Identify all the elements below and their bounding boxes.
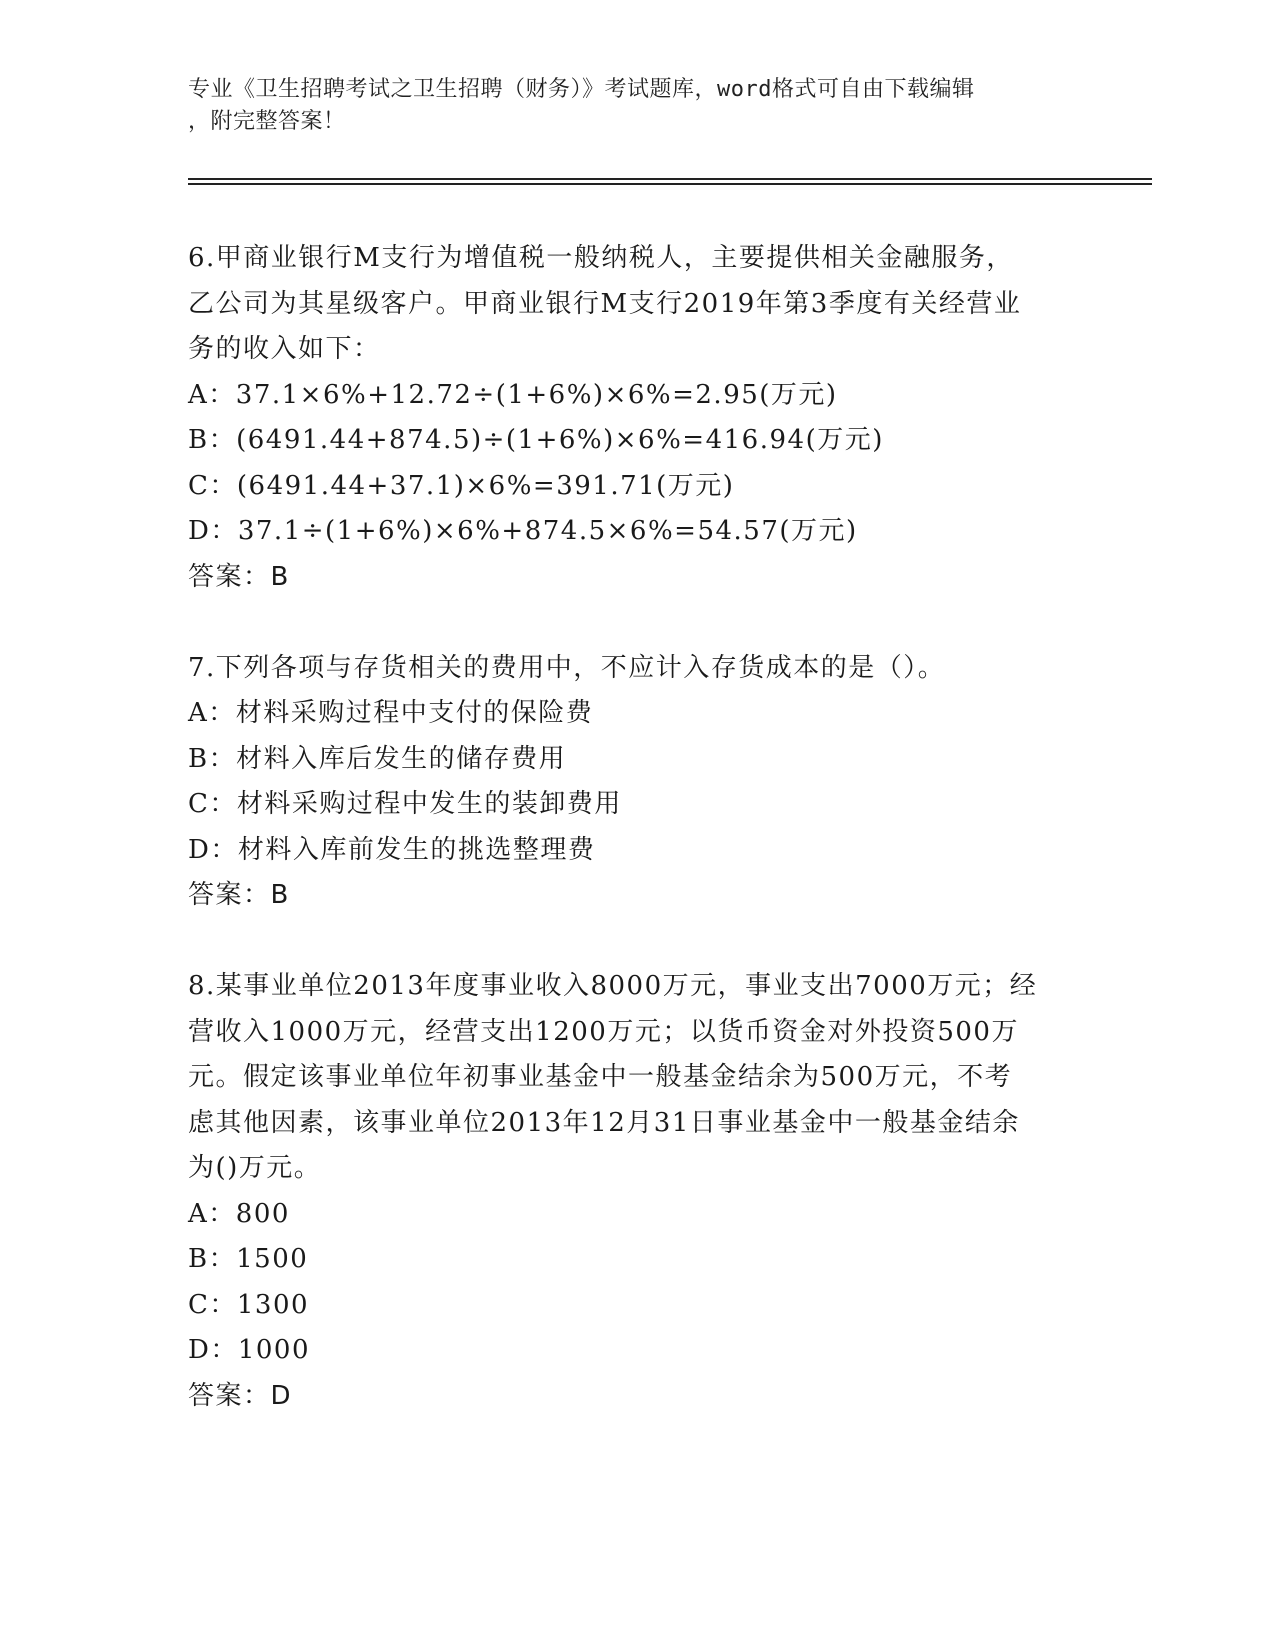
question-stem-line: 元。假定该事业单位年初事业基金中一般基金结余为500万元，不考 — [188, 1062, 1013, 1092]
header-divider-top — [188, 178, 1152, 180]
header-line-2: ，附完整答案！ — [188, 109, 346, 134]
option-d: D：材料入库前发生的挑选整理费 — [188, 834, 596, 865]
question-6 — [188, 236, 1088, 600]
question-spacer — [188, 919, 1088, 965]
option-b: B：1500 — [188, 1244, 309, 1274]
question-8 — [188, 964, 1088, 1419]
option-a: A：37.1×6%+12.72÷(1+6%)×6%=2.95(万元) — [188, 379, 838, 410]
question-stem-line: 务的收入如下： — [188, 334, 381, 364]
option-b: B：材料入库后发生的储存费用 — [188, 743, 567, 774]
option-b: B：(6491.44+874.5)÷(1+6%)×6%=416.94(万元) — [188, 425, 884, 455]
answer-label: 答案：B — [188, 880, 290, 910]
option-a: A：800 — [188, 1198, 290, 1229]
question-spacer — [188, 600, 1088, 646]
option-c: C：1300 — [188, 1289, 310, 1320]
question-stem-line: 乙公司为其星级客户。甲商业银行M支行2019年第3季度有关经营业 — [188, 288, 1022, 319]
option-d: D：37.1÷(1+6%)×6%+874.5×6%=54.57(万元) — [188, 516, 858, 546]
question-stem-line: 6.甲商业银行M支行为增值税一般纳税人，主要提供相关金融服务， — [188, 243, 1014, 273]
document-header — [188, 74, 1088, 138]
option-d: D：1000 — [188, 1335, 311, 1365]
question-list — [188, 236, 1088, 1419]
option-c: C：材料采购过程中发生的装卸费用 — [188, 789, 622, 819]
question-7 — [188, 646, 1088, 919]
answer-label: 答案：D — [188, 1380, 293, 1411]
question-stem-line: 7.下列各项与存货相关的费用中，不应计入存货成本的是（）。 — [188, 652, 946, 683]
question-stem-line: 营收入1000万元，经营支出1200万元；以货币资金对外投资500万 — [188, 1016, 1019, 1047]
answer-label: 答案：B — [188, 561, 290, 592]
question-stem-line: 8.某事业单位2013年度事业收入8000万元，事业支出7000万元；经 — [188, 971, 1038, 1001]
question-stem-line: 为()万元。 — [188, 1153, 322, 1183]
question-stem-line: 虑其他因素，该事业单位2013年12月31日事业基金中一般基金结余 — [188, 1107, 1020, 1138]
option-a: A：材料采购过程中支付的保险费 — [188, 698, 594, 728]
header-divider-bottom — [188, 183, 1152, 185]
option-c: C：(6491.44+37.1)×6%=391.71(万元) — [188, 470, 735, 501]
header-line-1: 专业《卫生招聘考试之卫生招聘（财务）》考试题库，word格式可自由下载编辑 — [188, 77, 975, 102]
